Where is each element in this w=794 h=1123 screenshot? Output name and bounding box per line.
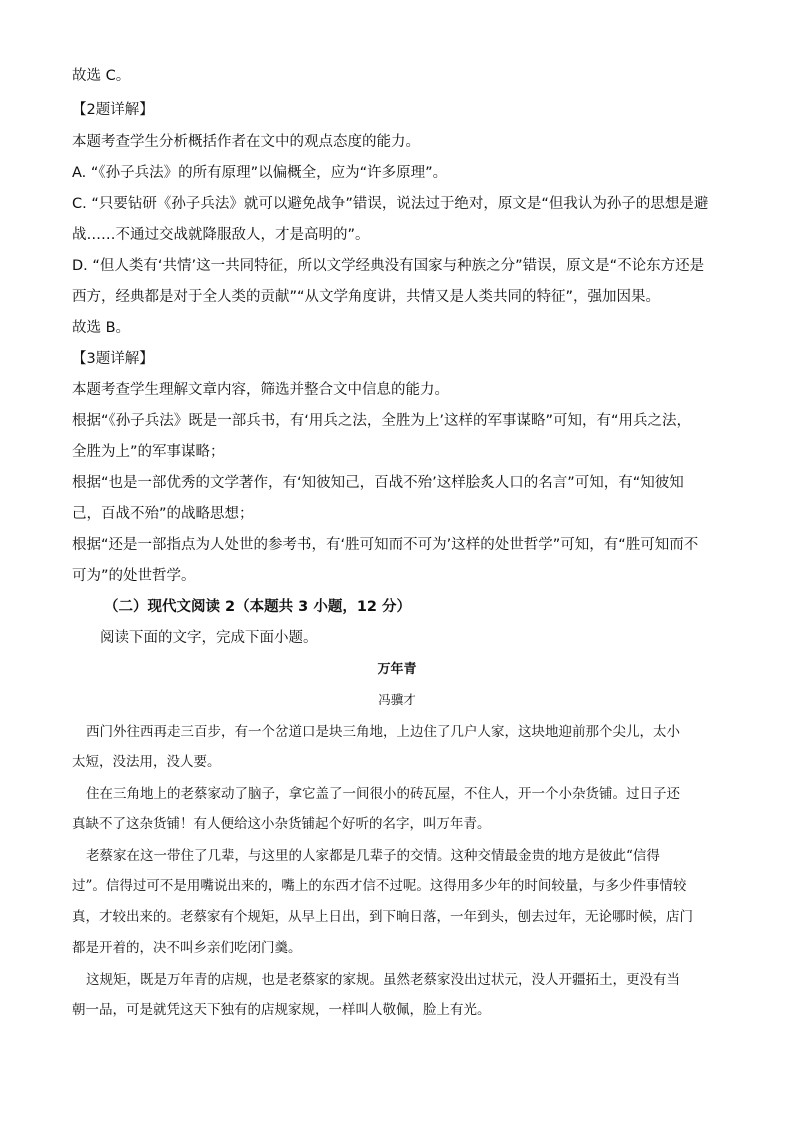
q2-option-a: A. “《孙子兵法》的所有原理”以偏概全，应为“许多原理”。 xyxy=(72,165,448,181)
story-paragraph-2-line2: 真缺不了这杂货铺！有人便给这小杂货铺起个好听的名字，叫万年青。 xyxy=(72,816,491,832)
story-paragraph-4-line1: 这规矩，既是万年青的店规，也是老蔡家的家规。虽然老蔡家没出过状元，没人开疆拓土，更没有当 xyxy=(86,972,680,988)
q2-option-d-line2: 西方，经典都是对于全人类的贡献”“从文学角度讲，共情又是人类共同的特征”，强加因果。 xyxy=(72,289,661,305)
q3-point2-line2: 己，百战不殆”的战略思想； xyxy=(72,506,254,522)
reading-instruction: 阅读下面的文字，完成下面小题。 xyxy=(100,630,318,646)
story-title: 万年青 xyxy=(377,662,417,677)
story-paragraph-1-line2: 太短，没法用，没人要。 xyxy=(72,754,221,770)
story-author: 冯骥才 xyxy=(378,692,416,707)
q2-answer: 故选 B。 xyxy=(72,320,131,336)
q3-header: 【3题详解】 xyxy=(72,351,154,367)
section-heading: （二）现代文阅读 2（本题共 3 小题，12 分） xyxy=(104,599,412,615)
q3-point1-line1: 根据“《孙子兵法》既是一部兵书，有‘用兵之法，全胜为上’这样的军事谋略”可知，有“用兵之法， xyxy=(72,413,692,429)
q2-option-c-line1: C. “只要钻研《孙子兵法》就可以避免战争”错误，说法过于绝对，原文是“但我认为孙子的思想是避 xyxy=(72,196,709,212)
story-paragraph-3-line4: 都是开着的，决不叫乡亲们吃闭门羹。 xyxy=(72,940,302,956)
story-paragraph-2-line1: 住在三角地上的老蔡家动了脑子，拿它盖了一间很小的砖瓦屋，不住人，开一个小杂货铺。过日子还 xyxy=(86,786,680,802)
story-paragraph-3-line1: 老蔡家在这一带住了几辈，与这里的人家都是几辈子的交情。这种交情最金贵的地方是彼此“信得 xyxy=(86,848,660,864)
q2-header: 【2题详解】 xyxy=(72,102,154,118)
story-paragraph-3-line2: 过”。信得过可不是用嘴说出来的，嘴上的东西才信不过呢。这得用多少年的时间较量，与多少件事情较 xyxy=(72,878,687,894)
q2-option-c-line2: 战……不通过交战就降服敌人，才是高明的”。 xyxy=(72,227,370,243)
answer-c-line: 故选 C。 xyxy=(72,68,131,84)
q2-option-d-line1: D. “但人类有‘共情’这一共同特征，所以文学经典没有国家与种族之分”错误，原文是“不论东方还是 xyxy=(72,258,705,274)
story-paragraph-4-line2: 朝一品，可是就凭这天下独有的店规家规，一样叫人敬佩，脸上有光。 xyxy=(72,1002,491,1018)
q3-point1-line2: 全胜为上”的军事谋略； xyxy=(72,444,225,460)
q3-point2-line1: 根据“也是一部优秀的文学著作，有‘知彼知己，百战不殆’这样脍炙人口的名言”可知，有“知彼知 xyxy=(72,475,684,491)
story-paragraph-3-line3: 真，才较出来的。老蔡家有个规矩，从早上日出，到下晌日落，一年到头，刨去过年，无论哪时候，店门 xyxy=(72,909,693,925)
q2-intro: 本题考查学生分析概括作者在文中的观点态度的能力。 xyxy=(72,134,420,150)
q3-point3-line1: 根据“还是一部指点为人处世的参考书，有‘胜可知而不可为’这样的处世哲学”可知，有“胜可知而不 xyxy=(72,537,699,553)
q3-intro: 本题考查学生理解文章内容，筛选并整合文中信息的能力。 xyxy=(72,382,449,398)
story-paragraph-1-line1: 西门外往西再走三百步，有一个岔道口是块三角地，上边住了几户人家，这块地迎前那个尖儿，太小 xyxy=(86,724,680,740)
q3-point3-line2: 可为”的处世哲学。 xyxy=(72,568,196,584)
